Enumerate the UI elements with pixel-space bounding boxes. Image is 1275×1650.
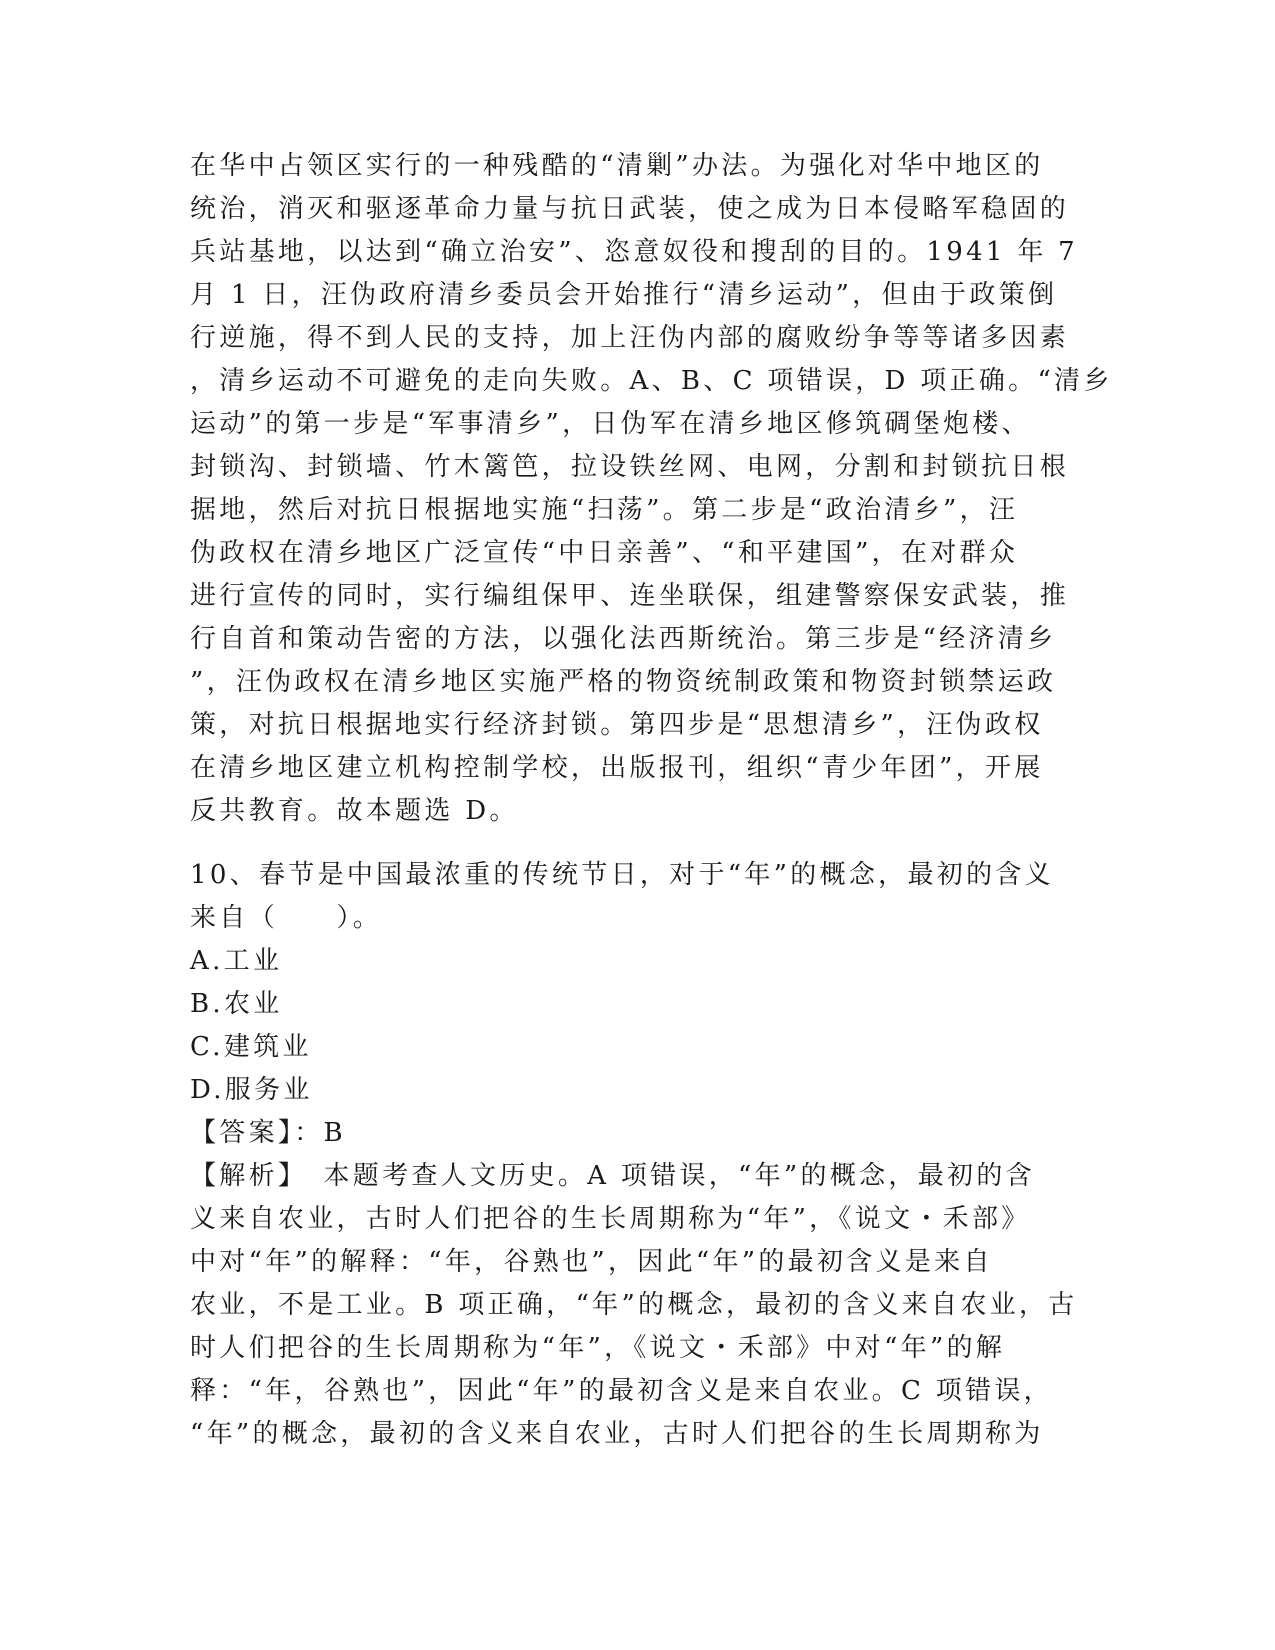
option-d: D.服务业 — [190, 1075, 313, 1105]
paragraph-gap — [190, 833, 1070, 854]
explanation-line: “年”的概念，最初的含义来自农业，古时人们把谷的生长周期称为 — [190, 1419, 1044, 1449]
option-c: C.建筑业 — [190, 1032, 312, 1062]
explanation-line: 时人们把谷的生长周期称为“年”，《说文・禾部》中对“年”的解 — [190, 1333, 1006, 1363]
text-line: 进行宣传的同时，实行编组保甲、连坐联保，组建警察保安武装，推 — [190, 581, 1070, 611]
document-page — [190, 145, 1113, 1456]
text-line: 运动”的第一步是“军事清乡”，日伪军在清乡地区修筑碉堡炮楼、 — [190, 409, 1031, 439]
text-line: 统治，消灭和驱逐革命力量与抗日武装，使之成为日本侵略军稳固的 — [190, 194, 1070, 224]
text-line: 封锁沟、封锁墙、竹木篱笆，拉设铁丝网、电网，分割和封锁抗日根 — [190, 452, 1070, 482]
text-line: 策，对抗日根据地实行经济封锁。第四步是“思想清乡”，汪伪政权 — [190, 710, 1044, 740]
question-10 — [190, 854, 1078, 1456]
option-a: A.工业 — [190, 946, 283, 976]
text-line: 月 1 日，汪伪政府清乡委员会开始推行“清乡运动”，但由于政策倒 — [190, 280, 1058, 310]
text-line: ”，汪伪政权在清乡地区实施严格的物资统制政策和物资封锁禁运政 — [190, 667, 1057, 697]
option-b: B.农业 — [190, 989, 283, 1019]
text-line: 伪政权在清乡地区广泛宣传“中日亲善”、“和平建国”，在对群众 — [190, 538, 1019, 568]
text-line: 在清乡地区建立机构控制学校，出版报刊，组织“青少年团”，开展 — [190, 753, 1044, 783]
text-line: 兵站基地，以达到“确立治安”、恣意奴役和搜刮的目的。1941 年 7 — [190, 237, 1079, 267]
explanation-line: 释：“年，谷熟也”，因此“年”的最初含义是来自农业。C 项错误， — [190, 1376, 1053, 1406]
question-stem-line: 来自（ ）。 — [190, 903, 383, 933]
answer-line: 【答案】：B — [190, 1118, 346, 1148]
text-line: 行自首和策动告密的方法，以强化法西斯统治。第三步是“经济清乡 — [190, 624, 1057, 654]
explanation-line: 农业，不是工业。B 项正确，“年”的概念，最初的含义来自农业，古 — [190, 1290, 1078, 1320]
text-line: 据地，然后对抗日根据地实施“扫荡”。第二步是“政治清乡”，汪 — [190, 495, 1019, 525]
previous-explanation — [190, 145, 1113, 833]
text-line: ，清乡运动不可避免的走向失败。A、B、C 项错误，D 项正确。“清乡 — [190, 366, 1113, 396]
question-stem-line: 10、春节是中国最浓重的传统节日，对于“年”的概念，最初的含义 — [190, 860, 1054, 890]
explanation-line: 义来自农业，古时人们把谷的生长周期称为“年”，《说文・禾部》 — [190, 1204, 1031, 1234]
explanation-line: 中对“年”的解释：“年，谷熟也”，因此“年”的最初含义是来自 — [190, 1247, 993, 1277]
text-line: 在华中占领区实行的一种残酷的“清剿”办法。为强化对华中地区的 — [190, 151, 1044, 181]
text-line: 行逆施，得不到人民的支持，加上汪伪内部的腐败纷争等等诸多因素 — [190, 323, 1070, 353]
text-line: 反共教育。故本题选 D。 — [190, 796, 519, 826]
explanation-line: 【解析】 本题考查人文历史。A 项错误，“年”的概念，最初的含 — [190, 1161, 1035, 1191]
